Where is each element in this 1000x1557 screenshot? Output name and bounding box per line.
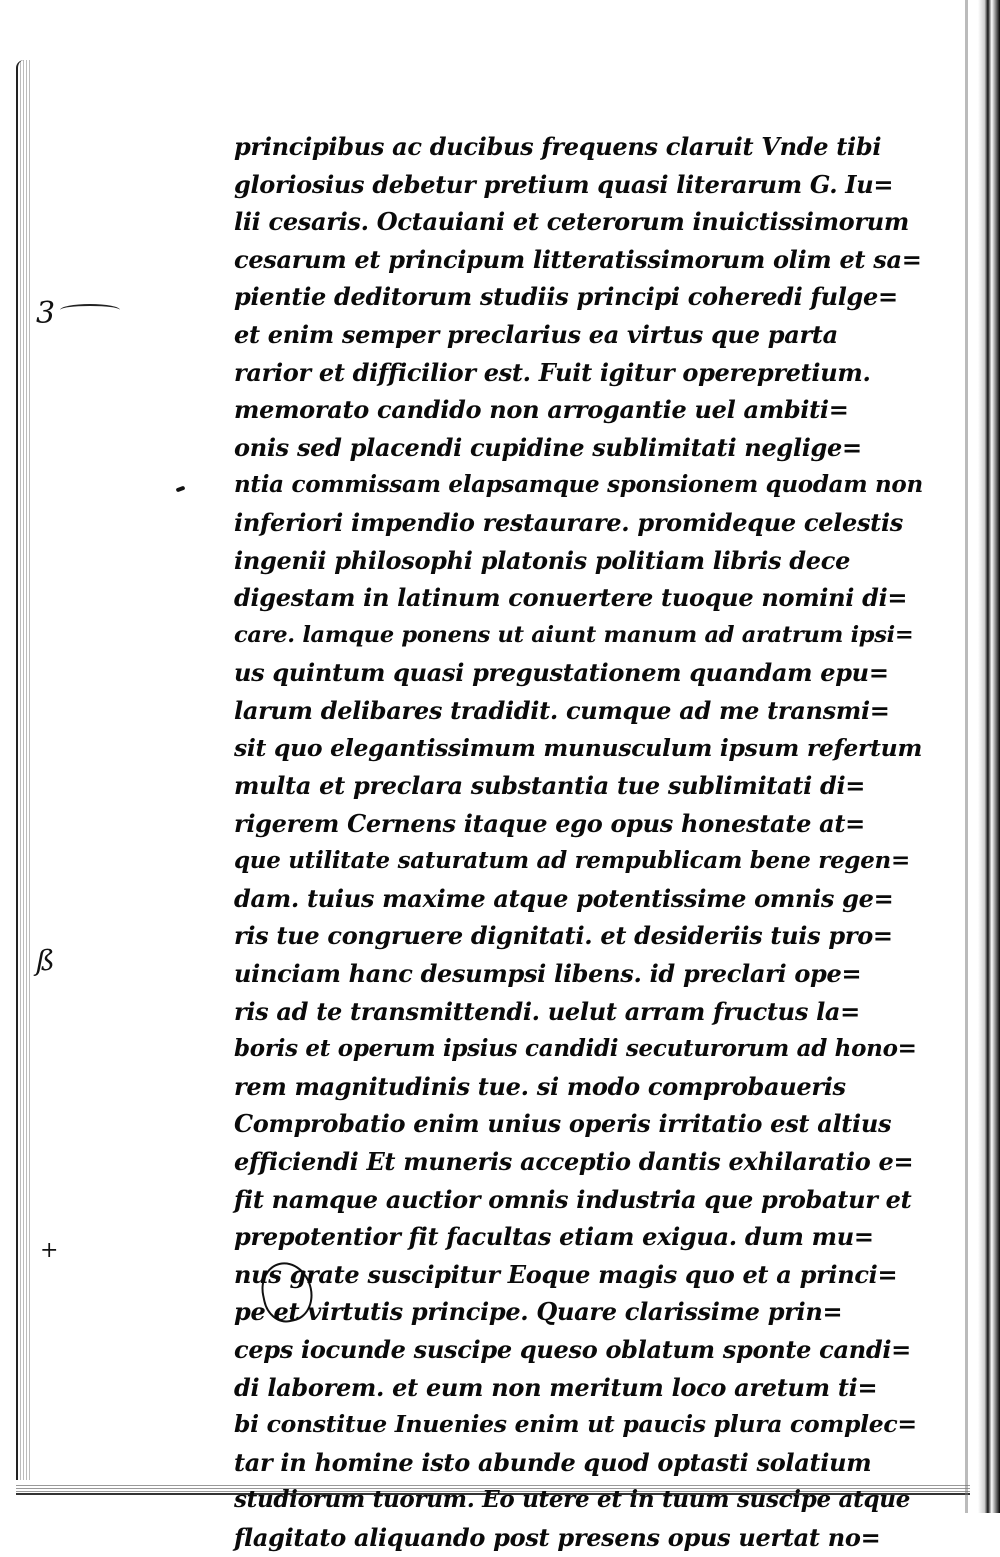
manuscript-line: us quintum quasi pregustationem quandam epu=: [234, 658, 889, 688]
manuscript-line: dam. tuius maxime atque potentissime omnis ge=: [234, 883, 894, 913]
manuscript-line: studiorum tuorum. Eo utere et in tuum suscipe atque: [234, 1486, 911, 1514]
manuscript-line: prepotentior fit facultas etiam exigua. dum mu=: [234, 1222, 874, 1252]
manuscript-line: care. lamque ponens ut aiunt manum ad aratrum ipsi=: [234, 621, 914, 648]
manuscript-line: ceps iocunde suscipe queso oblatum sponte candi=: [234, 1335, 911, 1364]
manuscript-line: efficiendi Et muneris acceptio dantis exhilaratio e=: [234, 1147, 914, 1177]
manuscript-line: flagitato aliquando post presens opus uertat no=: [234, 1522, 881, 1552]
manuscript-line: nus grate suscipitur Eoque magis quo et a princi=: [234, 1259, 898, 1289]
manuscript-line: larum delibares tradidit. cumque ad me transmi=: [234, 695, 890, 725]
manuscript-line: ntia commissam elapsamque sponsionem quodam non: [234, 471, 923, 499]
manuscript-line: fit namque auctior omnis industria que probatur et: [234, 1184, 912, 1214]
manuscript-line: cesarum et principum litteratissimorum olim et sa=: [234, 244, 922, 274]
manuscript-line: principibus ac ducibus frequens claruit Vnde tibi: [234, 132, 882, 161]
margin-mark-upper-tail: [60, 304, 120, 316]
manuscript-line: rigerem Cernens itaque ego opus honestate at=: [234, 808, 865, 838]
manuscript-line: gloriosius debetur pretium quasi literarum G. Iu=: [234, 169, 894, 199]
margin-mark-cross: +: [40, 1238, 59, 1263]
right-page-edge: [978, 0, 1000, 1513]
manuscript-line: uinciam hanc desumpsi libens. id preclari ope=: [234, 959, 862, 989]
manuscript-line: digestam in latinum conuertere tuoque nomini di=: [234, 583, 908, 613]
manuscript-line: multa et preclara substantia tue sublimitati di=: [234, 771, 866, 801]
manuscript-line: boris et operum ipsius candidi secuturorum ad hono=: [234, 1035, 917, 1063]
manuscript-line: et enim semper preclarius ea virtus que parta: [234, 319, 838, 349]
manuscript-line: inferiori impendio restaurare. promideque celestis: [234, 507, 904, 537]
manuscript-line: pe et virtutis principe. Quare clarissime prin=: [234, 1297, 843, 1327]
manuscript-line: onis sed placendi cupidine sublimitati neglige=: [234, 432, 862, 462]
manuscript-line: bi constitue Inuenies enim ut paucis plura complec=: [234, 1410, 917, 1439]
manuscript-line: rem magnitudinis tue. si modo comprobaueris: [234, 1071, 846, 1101]
manuscript-line: ris tue congruere dignitati. et desideriis tuis pro=: [234, 921, 893, 951]
margin-mark-upper: 3: [36, 296, 56, 331]
manuscript-line: ris ad te transmittendi. uelut arram fructus la=: [234, 996, 860, 1026]
manuscript-line: memorato candido non arrogantie uel ambiti=: [234, 395, 849, 425]
left-page-edge: [16, 60, 30, 1480]
manuscript-line: lii cesaris. Octauiani et ceterorum inuictissimorum: [234, 207, 909, 237]
manuscript-text: [234, 128, 924, 1557]
manuscript-line: di laborem. et eum non meritum loco aretum ti=: [234, 1372, 878, 1402]
manuscript-line: ingenii philosophi platonis politiam libris dece: [234, 545, 851, 575]
margin-mark-lower: ß: [36, 944, 55, 977]
binding-line: [965, 0, 968, 1513]
manuscript-line: tar in homine isto abunde quod optasti solatium: [234, 1447, 872, 1477]
manuscript-line: rarior et difficilior est. Fuit igitur operepretium.: [234, 357, 871, 387]
manuscript-line: sit quo elegantissimum munusculum ipsum refertum: [234, 733, 923, 762]
margin-dot: [176, 486, 186, 493]
manuscript-line: pientie deditorum studiis principi coheredi fulge=: [234, 282, 898, 312]
manuscript-line: que utilitate saturatum ad rempublicam bene regen=: [234, 847, 910, 875]
manuscript-line: Comprobatio enim unius operis irritatio est altius: [234, 1109, 892, 1139]
